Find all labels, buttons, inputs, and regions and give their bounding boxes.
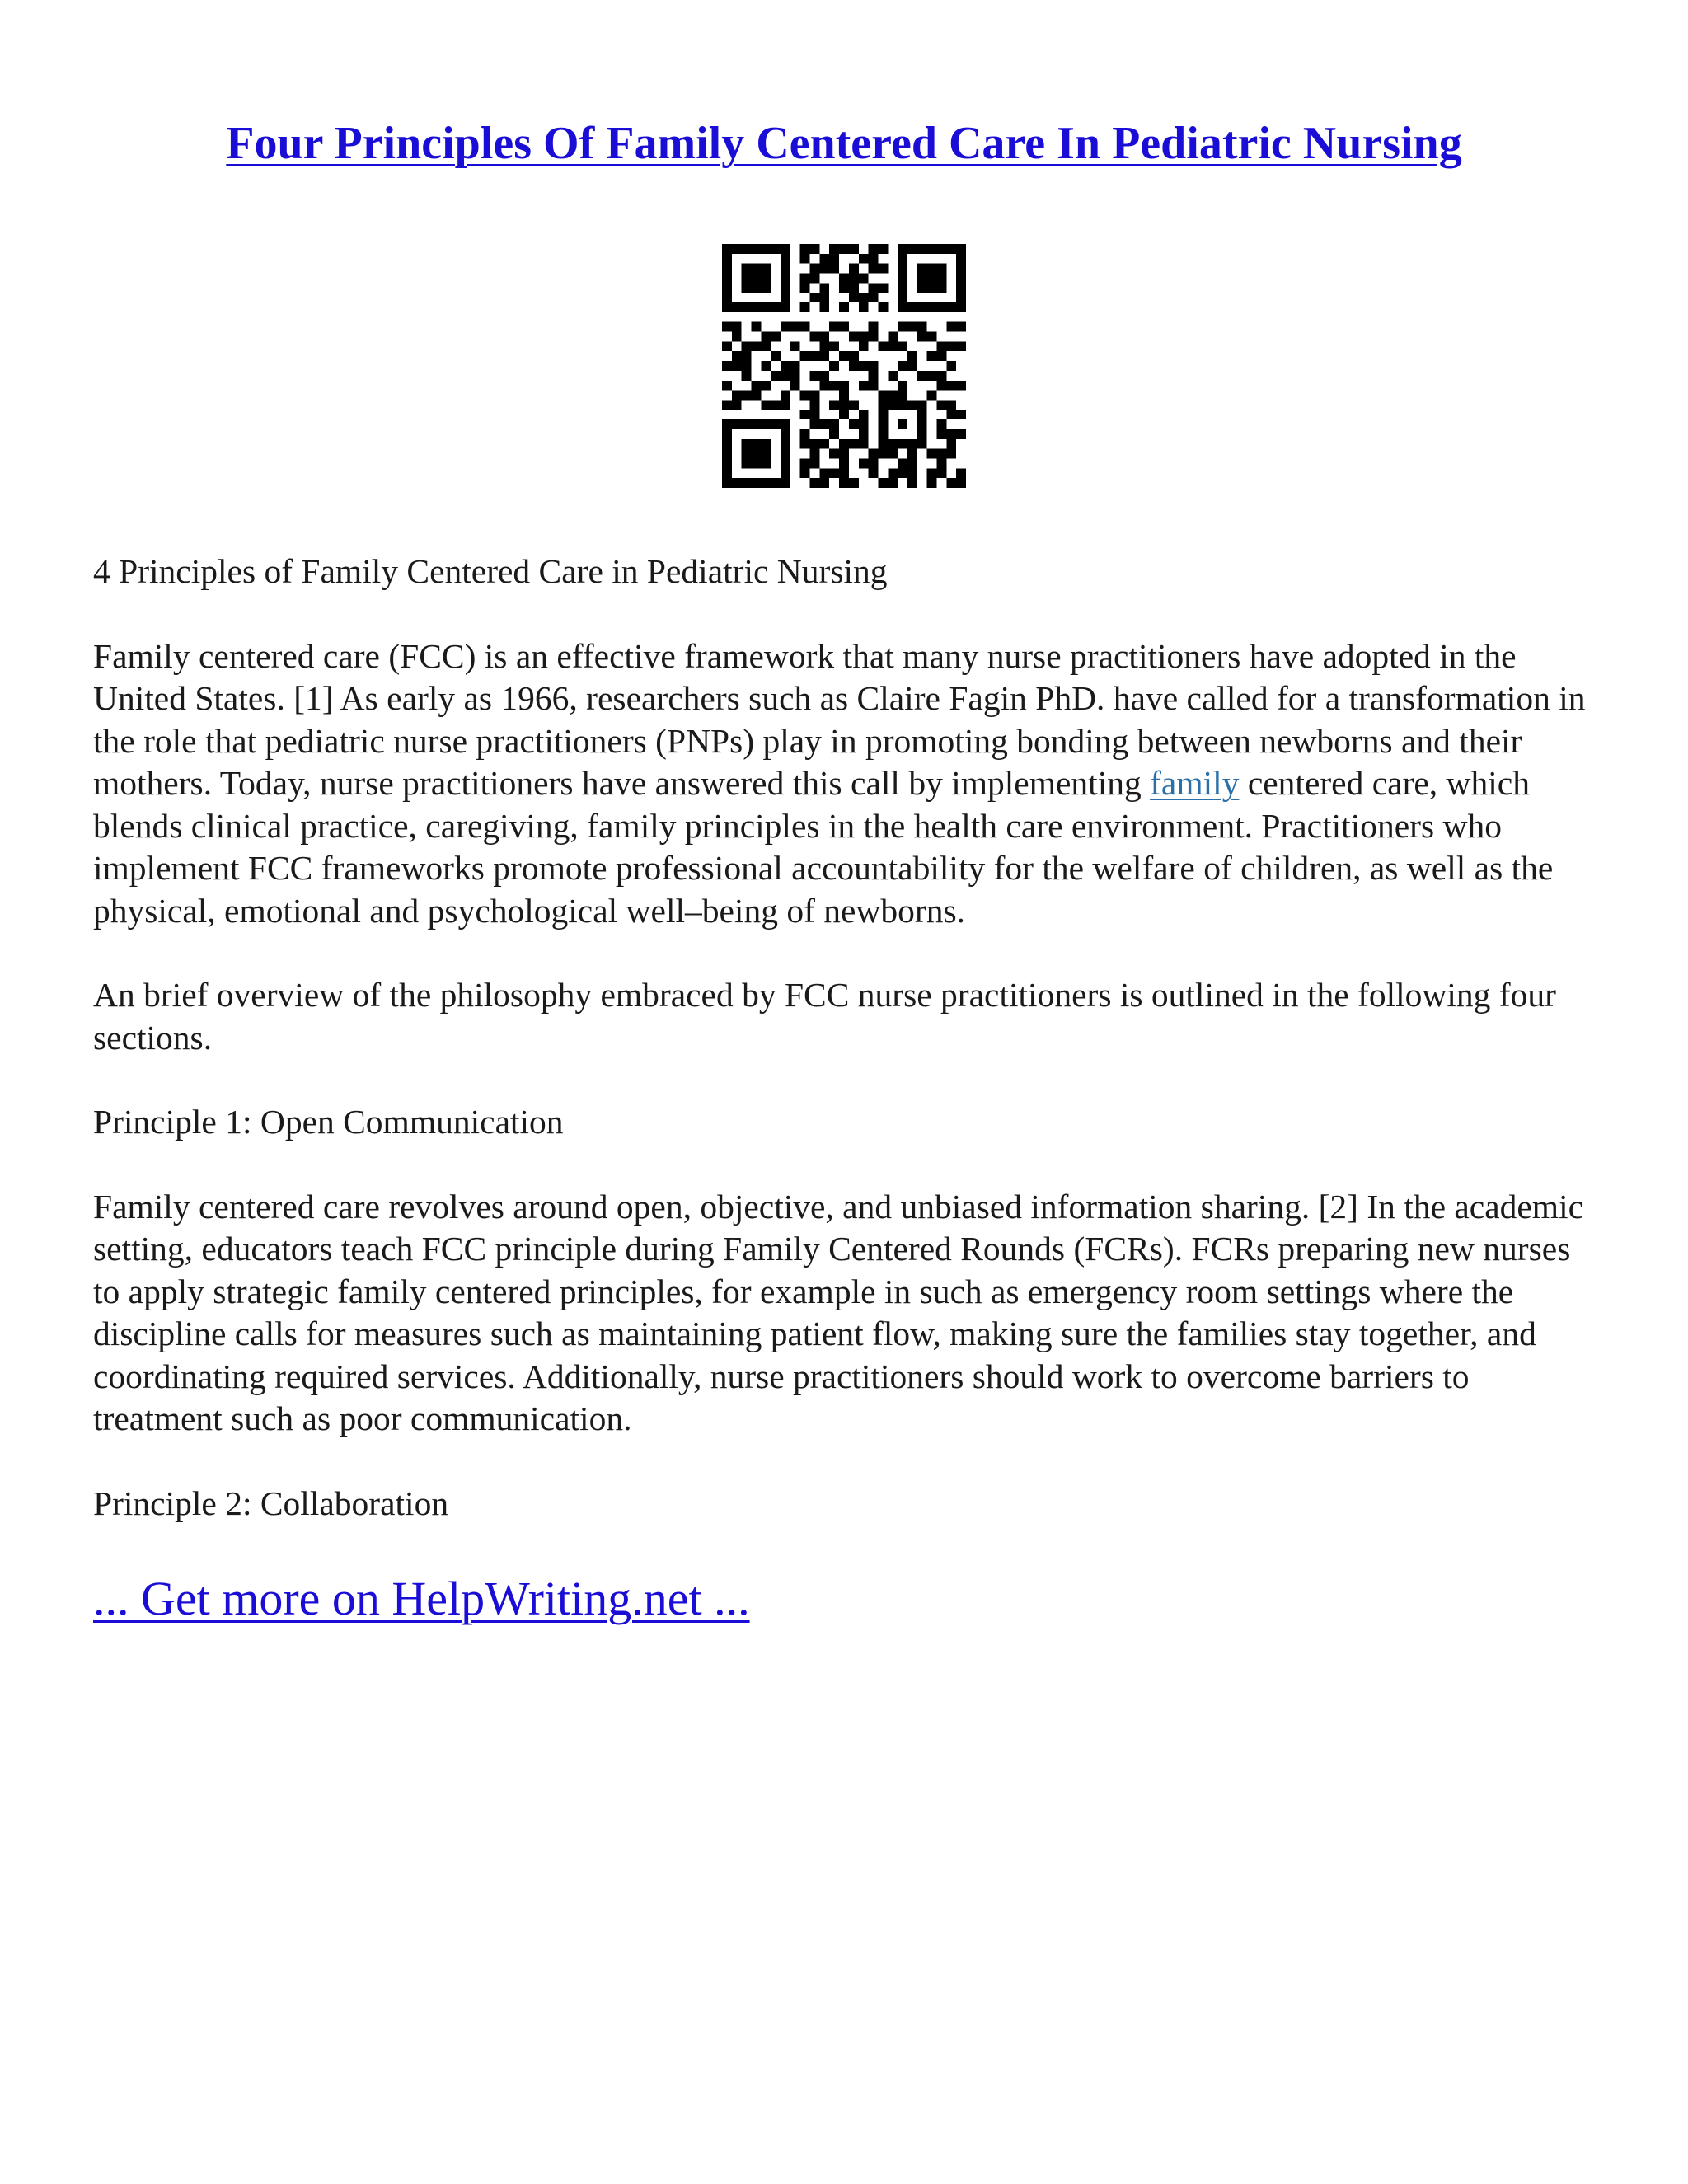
intro-text-after-link: centered care, which blends clinical practice, caregiving, family principles in the health care environment. Practitioners who implement FCC frameworks promote professional accountability for the welfare of children, as well as the physical, emotional and psychological well–being of newborns. [93,764,1554,930]
qr-code-icon [722,244,966,488]
document-body [93,551,1601,1628]
get-more-link[interactable]: ... Get more on HelpWriting.net ... [93,1572,750,1625]
principle-2-heading: Principle 2: Collaboration [93,1483,449,1522]
document-subtitle: 4 Principles of Family Centered Care in Pediatric Nursing [93,552,888,590]
overview-paragraph: An brief overview of the philosophy embraced by FCC nurse practitioners is outlined in the following four sections. [93,976,1556,1057]
page-title[interactable]: Four Principles Of Family Centered Care In Pediatric Nursing [226,118,1462,169]
principle-1-paragraph: Family centered care revolves around open, objective, and unbiased information sharing. [2] In the academic setting, educators teach FCC principle during Family Centered Rounds (FCRs). FCRs preparing new nurses to apply strategic family centered principles, for example in such as emergency room settings where the discipline calls for measures such as maintaining patient flow, making sure the families stay together, and coordinating required services. Additionally, nurse practitioners should work to overcome barriers to treatment such as poor communication. [93,1187,1584,1437]
family-link[interactable]: family [1150,764,1240,802]
intro-text-before-link: Family centered care (FCC) is an effective framework that many nurse practitioners have adopted in the United States. [1] As early as 1966, researchers such as Claire Fagin PhD. have called for a transformation in the role that pediatric nurse practitioners (PNPs) play in promoting bonding between newborns and their mothers. Today, nurse practitioners have answered this call by implementing [93,636,1586,802]
intro-paragraph [93,635,1601,933]
principle-1-heading: Principle 1: Open Communication [93,1103,564,1141]
